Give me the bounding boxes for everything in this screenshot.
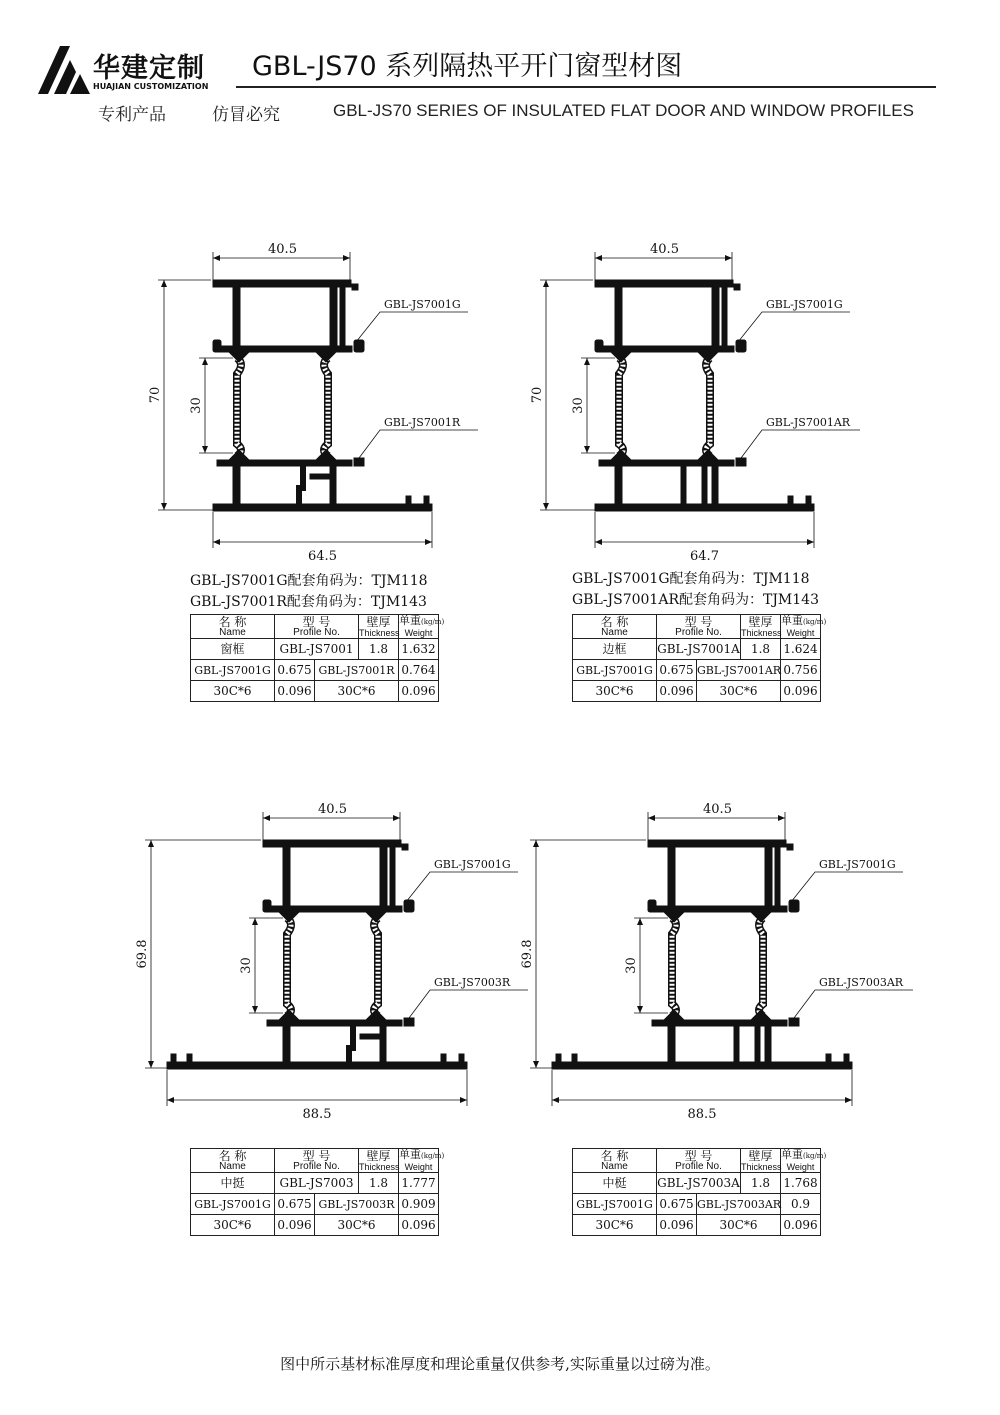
cell-model: GBL-JS7001	[275, 639, 359, 660]
corner-code-note-1a: GBL-JS7001G配套角码为：TJM118	[190, 573, 428, 589]
cell-strip-weight: 0.096	[657, 681, 697, 702]
dim-thermal-break: 30	[239, 957, 254, 974]
profile-panel-2	[522, 228, 852, 568]
callout-upper-profile: GBL-JS7001G	[766, 298, 843, 311]
callout-lower-profile: GBL-JS7001AR	[766, 416, 851, 429]
header-thickness: 壁厚 Thickness	[359, 1148, 400, 1172]
cell-part: GBL-JS7003R	[315, 1194, 399, 1215]
dim-top-width: 40.5	[318, 802, 347, 817]
table-row	[573, 681, 821, 702]
cell-part-weight: 0.756	[781, 660, 821, 681]
footer-note: 图中所示基材标准厚度和理论重量仅供参考,实际重量以过磅为准。	[280, 1355, 720, 1373]
cell-weight: 1.624	[781, 639, 821, 660]
cell-thickness: 1.8	[741, 1173, 781, 1194]
spec-table-2	[572, 614, 827, 702]
header-name: 名 称 Name	[573, 615, 657, 639]
dim-bottom-width: 88.5	[687, 1107, 717, 1122]
cell-strip: 30C*6	[191, 681, 275, 702]
spec-table-1	[190, 614, 445, 702]
profile-panel-3	[135, 788, 511, 1122]
cell-thickness: 1.8	[359, 1173, 399, 1194]
cell-thickness: 1.8	[359, 639, 399, 660]
cell-part-weight: 0.909	[399, 1194, 439, 1215]
header-name: 名 称 Name	[191, 615, 275, 639]
dim-bottom-width: 64.7	[690, 549, 719, 564]
company-logo	[36, 42, 236, 102]
dim-top-width: 40.5	[268, 242, 297, 257]
callout-upper-profile: GBL-JS7001G	[384, 298, 461, 311]
cell-part: GBL-JS7001G	[573, 1194, 657, 1215]
cell-part-weight: 0.675	[657, 1194, 697, 1215]
dim-total-height: 70	[530, 386, 545, 404]
page-header	[0, 0, 1000, 140]
cell-strip: 30C*6	[573, 681, 657, 702]
cell-strip-weight: 0.096	[781, 681, 821, 702]
dim-total-height: 69.8	[520, 939, 535, 969]
cell-part: GBL-JS7003AR	[697, 1194, 781, 1215]
spec-table-4	[572, 1148, 827, 1236]
table-header-row	[573, 615, 821, 639]
header-weight: 单重(kg/m) Weight	[781, 614, 827, 638]
cell-name: 中挺	[191, 1173, 275, 1194]
cell-strip-weight: 0.096	[657, 1215, 697, 1236]
cell-name: 窗框	[191, 639, 275, 660]
cell-part: GBL-JS7001AR	[697, 660, 781, 681]
cell-model: GBL-JS7003	[275, 1173, 359, 1194]
cell-strip: 30C*6	[191, 1215, 275, 1236]
cell-strip-weight: 0.096	[399, 681, 439, 702]
callout-lower-profile: GBL-JS7003R	[434, 976, 511, 989]
dim-thermal-break: 30	[624, 957, 639, 974]
cell-strip: 30C*6	[697, 681, 781, 702]
profile-drawing	[520, 788, 904, 1122]
callout-upper-profile: GBL-JS7001G	[434, 858, 511, 871]
dim-top-width: 40.5	[703, 802, 732, 817]
header-model: 型 号 Profile No.	[275, 615, 359, 639]
cell-weight: 1.632	[399, 639, 439, 660]
table-header-row	[191, 615, 439, 639]
dim-thermal-break: 30	[571, 397, 586, 414]
cell-strip: 30C*6	[315, 1215, 399, 1236]
header-thickness: 壁厚 Thickness	[741, 614, 782, 638]
cell-strip: 30C*6	[573, 1215, 657, 1236]
callout-upper-profile: GBL-JS7001G	[819, 858, 896, 871]
logo-mark-icon	[36, 42, 96, 98]
cell-part-weight: 0.675	[657, 660, 697, 681]
header-name: 名 称 Name	[573, 1149, 657, 1173]
profile-drawing	[140, 228, 470, 568]
cell-weight: 1.768	[781, 1173, 821, 1194]
cell-part-weight: 0.764	[399, 660, 439, 681]
profile-panel-4	[520, 788, 904, 1122]
dim-bottom-width: 64.5	[308, 549, 337, 564]
spec-table-3	[190, 1148, 445, 1236]
patent-text: 专利产品	[98, 105, 166, 125]
logo-text-en: HUAJIAN CUSTOMIZATION	[93, 82, 209, 91]
dim-bottom-width: 88.5	[302, 1107, 332, 1122]
profile-drawing	[522, 228, 852, 568]
profile-drawing	[135, 788, 511, 1122]
cell-model: GBL-JS7001A	[657, 639, 741, 660]
corner-code-note-1b: GBL-JS7001R配套角码为：TJM143	[190, 594, 427, 610]
header-name: 名 称 Name	[191, 1149, 275, 1173]
cell-part: GBL-JS7001G	[573, 660, 657, 681]
cell-strip-weight: 0.096	[399, 1215, 439, 1236]
cell-strip-weight: 0.096	[275, 1215, 315, 1236]
header-model: 型 号 Profile No.	[657, 615, 741, 639]
cell-strip-weight: 0.096	[781, 1215, 821, 1236]
table-row	[573, 660, 821, 681]
cell-thickness: 1.8	[741, 639, 781, 660]
header-weight: 单重(kg/m) Weight	[781, 1148, 827, 1172]
cell-model: GBL-JS7003A	[657, 1173, 741, 1194]
cell-strip-weight: 0.096	[275, 681, 315, 702]
table-row	[573, 1194, 821, 1215]
cell-weight: 1.777	[399, 1173, 439, 1194]
header-model: 型 号 Profile No.	[657, 1149, 741, 1173]
logo-text-cn: 华建定制	[93, 53, 205, 84]
callout-lower-profile: GBL-JS7001R	[384, 416, 461, 429]
page-title: GBL-JS70 系列隔热平开门窗型材图	[252, 51, 683, 82]
cell-part-weight: 0.675	[275, 1194, 315, 1215]
table-row	[191, 639, 439, 660]
cell-name: 边框	[573, 639, 657, 660]
cell-part: GBL-JS7001G	[191, 1194, 275, 1215]
profile-panel-1	[140, 228, 470, 568]
dim-top-width: 40.5	[650, 242, 679, 257]
table-row	[191, 1215, 439, 1236]
header-weight: 单重(kg/m) Weight	[399, 1148, 445, 1172]
cell-part-weight: 0.675	[275, 660, 315, 681]
header-thickness: 壁厚 Thickness	[359, 614, 400, 638]
table-row	[191, 681, 439, 702]
dim-thermal-break: 30	[189, 397, 204, 414]
table-row	[191, 660, 439, 681]
dim-total-height: 69.8	[135, 939, 150, 969]
callout-lower-profile: GBL-JS7003AR	[819, 976, 904, 989]
cell-strip: 30C*6	[697, 1215, 781, 1236]
title-rule	[236, 86, 936, 88]
corner-code-note-2b: GBL-JS7001AR配套角码为：TJM143	[572, 592, 819, 608]
table-row	[573, 1173, 821, 1194]
corner-code-note-2a: GBL-JS7001G配套角码为：TJM118	[572, 571, 810, 587]
table-row	[191, 1194, 439, 1215]
table-row	[573, 1215, 821, 1236]
table-header-row	[191, 1149, 439, 1173]
table-header-row	[573, 1149, 821, 1173]
dim-total-height: 70	[148, 386, 163, 404]
table-row	[191, 1173, 439, 1194]
cell-name: 中梃	[573, 1173, 657, 1194]
subtitle-en: GBL-JS70 SERIES OF INSULATED FLAT DOOR AND WINDOW PROFILES	[333, 101, 914, 120]
cell-part: GBL-JS7001G	[191, 660, 275, 681]
cell-strip: 30C*6	[315, 681, 399, 702]
imitation-warning: 仿冒必究	[212, 105, 280, 125]
header-weight: 单重(kg/m) Weight	[399, 614, 445, 638]
header-thickness: 壁厚 Thickness	[741, 1148, 782, 1172]
header-model: 型 号 Profile No.	[275, 1149, 359, 1173]
cell-part: GBL-JS7001R	[315, 660, 399, 681]
cell-part-weight: 0.9	[781, 1194, 821, 1215]
table-row	[573, 639, 821, 660]
